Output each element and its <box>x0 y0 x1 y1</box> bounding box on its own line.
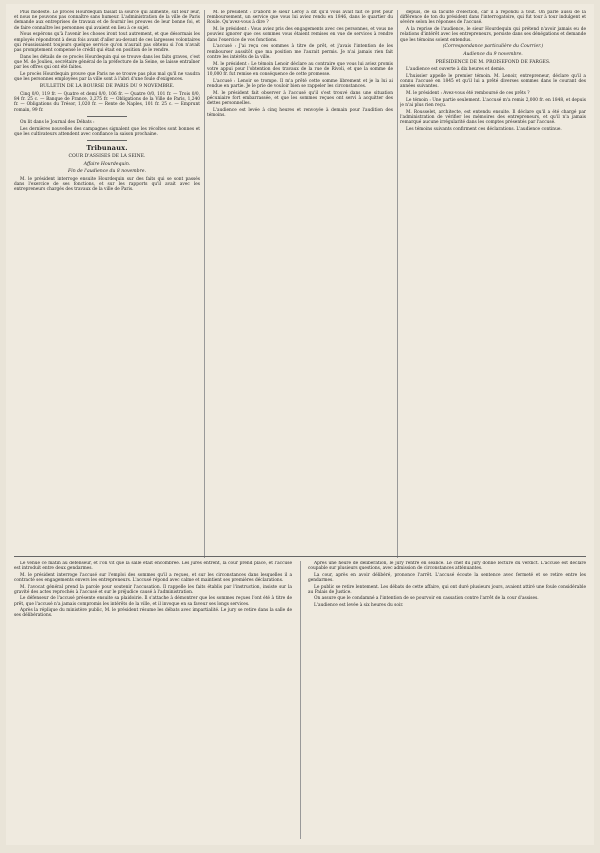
newspaper-page <box>6 4 594 845</box>
session-title: Fin de l'audience du 8 novembre. <box>68 169 146 175</box>
paragraph: On lit dans le Journal des Débats : <box>20 119 95 125</box>
bourse-quotes: Cinq 0/0, 119 fr. — Quatre et demi 0/0, 106 fr. — Quatre 0/0, 101 fr. — Trois 0/0, 84 fr. 25 c. — Banque de France, 3,275 fr. — Obligations de la Ville de Paris, 1,240 fr. — Obligations du Trésor, 1,020 fr. — Rente de Naples, 101 fr. 25 c. — Emprunt romain, 99 fr. <box>14 92 200 113</box>
section-divider <box>14 556 586 557</box>
paragraph: M. l'avocat général prend la parole pour soutenir l'accusation. Il rappelle les faits établis par l'instruction, insiste sur la gravité des actes reprochés à l'accusé et sur le préjudice causé à l'administration. <box>14 584 292 595</box>
divider <box>87 116 127 117</box>
correspondence-note: (Correspondance particulière du Courrier.) <box>442 44 544 50</box>
audience-date: Audience du 9 novembre. <box>463 52 523 57</box>
divider <box>87 140 127 141</box>
column-1 <box>14 10 200 558</box>
paragraph: Plus modeste. Le procès Hourdequin faisait la source qui alimente, sut leur leur, et nous ne pouvons pas connaître sans humeur. L'administration de la ville de Paris demande aux entreprises de travaux et de fournir les preuves de leur bonne foi, et de faire connaître les personnes qui avaient en lieu à ce sujet. <box>14 10 200 31</box>
paragraph: M. le président : D'abord le sieur Leroy a dit qu'il vous avait fait ce prêt pour remboursement, un service que vous lui aviez rendu en 1846, dans le quartier du Roule. Qu'avez-vous à dire ? <box>207 10 393 26</box>
column-rule <box>300 561 301 839</box>
court-name: COUR D'ASSISES DE LA SEINE. <box>68 154 146 160</box>
paragraph: Les dernières nouvelles des campagnes signalent que les récoltes sont bonnes et que les cultivateurs attendent avec confiance la saison prochaine. <box>14 126 200 137</box>
paragraph: Le procès Hourdequin prouve que Paris ne se trouve pas plus mal qu'il ne vaudra que les personnes employées par la ville sont à l'abri d'une foule d'exigences. <box>14 72 200 83</box>
paragraph: Le public se retire lentement. Les débats de cette affaire, qui ont duré plusieurs jours, avaient attiré une foule considérable au Palais de Justice. <box>308 584 586 595</box>
paragraph: M. le président : Avez-vous été remboursé de ces prêts ? <box>406 91 530 97</box>
bottom-section <box>14 561 586 839</box>
column-rule <box>397 10 398 558</box>
paragraph: L'accusé : J'ai reçu ces sommes à titre de prêt, et j'avais l'intention de les rembourser aussitôt que ma position me l'aurait permis. Je n'ai jamais rien fait contre les intérêts de la ville. <box>207 44 393 60</box>
paragraph: La cour, après en avoir délibéré, prononce l'arrêt. L'accusé écoute la sentence avec fermeté et se retire entre les gendarmes. <box>308 572 586 583</box>
paragraph: M. Rousselet, architecte, est entendu ensuite. Il déclare qu'il a été chargé par l'administration de vérifier les mémoires des entrepreneurs, et qu'il n'a jamais remarqué aucune irrégularité dans les comptes présentés par l'accusé. <box>400 109 586 126</box>
paragraph: Le défenseur de l'accusé présente ensuite sa plaidoirie. Il s'attache à démontrer que les sommes reçues l'ont été à titre de prêt, que l'accusé n'a jamais compromis les intérêts de la ville, et il invoque en sa faveur ses longs services. <box>14 596 292 607</box>
paragraph: M. le président : Le témoin Lenoir déclare au contraire que vous lui aviez promis votre appui pour l'obtention des travaux de la rue de Rivoli, et que la somme de 10,000 fr. fut remise en conséquence de cette promesse. <box>207 61 393 78</box>
paragraph: M. le président interroge ensuite Hourdequin sur des faits qui se sont passés dans l'exercice de ses fonctions, et sur les rapports qu'il avait avec les entrepreneurs chargés des travaux de la ville de Paris. <box>14 176 200 193</box>
bottom-column-1 <box>14 561 292 839</box>
column-rule <box>204 10 205 558</box>
paragraph: L'accusé : Lenoir se trompe. Il m'a prêté cette somme librement et je la lui ai rendue en partie. Je le prie de vouloir bien se rappeler les circonstances. <box>207 78 393 90</box>
paragraph: Le témoin : Une partie seulement. L'accusé m'a remis 2,000 fr. en 1848, et depuis je n'ai plus rien reçu. <box>400 97 586 109</box>
bourse-bulletin-title: BULLETIN DE LA BOURSE DE PARIS DU 9 NOVEMBRE. <box>39 84 175 90</box>
column-2 <box>207 10 393 558</box>
paragraph: Après une heure de délibération, le jury rentre en séance. Le chef du jury donne lecture du verdict. L'accusé est déclaré coupable sur plusieurs questions, avec admission de circonstances atténuantes. <box>308 561 586 572</box>
paragraph: L'audience est levée à six heures du soir. <box>314 602 404 608</box>
top-section <box>14 10 586 558</box>
affair-title: Affaire Hourdequin. <box>83 161 131 167</box>
paragraph: A la reprise de l'audience, le sieur Hourdequin qui prétend n'avoir jamais eu de relations d'intérêt avec les entrepreneurs, persiste dans ses dénégations et demande que les témoins soient entendus. <box>400 27 586 43</box>
paragraph: M. le président fait observer à l'accusé qu'il s'est trouvé dans une situation pécuniaire fort embarrassée, et que les sommes reçues ont servi à acquitter des dettes personnelles. <box>207 90 393 107</box>
paragraph: On assure que le condamné a l'intention de se pourvoir en cassation contre l'arrêt de la cour d'assises. <box>314 596 539 602</box>
paragraph: depuis, de sa faculté d'élection, car il a répondu à tout. On parle aussi de la différence de ton du président dans l'interrogatoire, qui fut tour à tour indulgent et sévère selon les réponses de l'accusé. <box>400 10 586 26</box>
bottom-column-2 <box>308 561 586 839</box>
paragraph: Après la réplique du ministère public, M. le président résume les débats avec impartialité. Le jury se retire dans la salle de ses délibérations. <box>14 608 292 619</box>
paragraph: L'audience est ouverte à dix heures et demie. <box>406 67 506 73</box>
column-3 <box>400 10 586 558</box>
paragraph: Les témoins suivants confirment ces déclarations. L'audience continue. <box>406 127 562 133</box>
paragraph: Dans les détails de ce procès Hourdequin qui se trouve dans les faits graves, c'est que M. de Joulieu, secrétaire général de la préfecture de la Seine, se laisse entraîner par les offres qui ont été faites. <box>14 54 200 71</box>
paragraph: M. le président : Vous aviez pris des engagements avec ces personnes, et vous ne pouviez ignorer que ces sommes vous étaient remises en vue de services à rendre dans l'exercice de vos fonctions. <box>207 27 393 43</box>
paragraph: M. le président interroge l'accusé sur l'emploi des sommes qu'il a reçues, et sur les circonstances dans lesquelles il a contracté ses engagements envers les entrepreneurs. L'accusé répond avec calme et maintient ses premières déclarations. <box>14 572 292 583</box>
paragraph: Le venue ce matin au défenseur, et l'on vit que la salle était encombrée. Les jurés entrent, la cour prend place, et l'accusé est introduit entre deux gendarmes. <box>14 561 292 572</box>
presidence-heading: PRÉSIDENCE DE M. PROISEFOND DE FARGES. <box>435 59 551 65</box>
paragraph: L'audience est levée à cinq heures et renvoyée à demain pour l'audition des témoins. <box>207 108 393 119</box>
paragraph: L'huissier appelle le premier témoin. M. Lenoir, entrepreneur, déclare qu'il a connu l'accusé en 1845 et qu'il lui a prêté diverses sommes dans le courant des années suivantes. <box>400 73 586 90</box>
paragraph: Nous espérons qu'à l'avenir les choses iront tout autrement, et que désormais les employés répondront à deux fois avant d'aller au-devant de ces largesses volontaires qui réussissaient toujours quelque service qu'on n'aurait pas obtenu si l'on n'avait pas promptement compensé le crédit qui était en position de le rendre. <box>14 32 200 54</box>
section-heading-tribunaux: Tribunaux. <box>86 144 128 153</box>
